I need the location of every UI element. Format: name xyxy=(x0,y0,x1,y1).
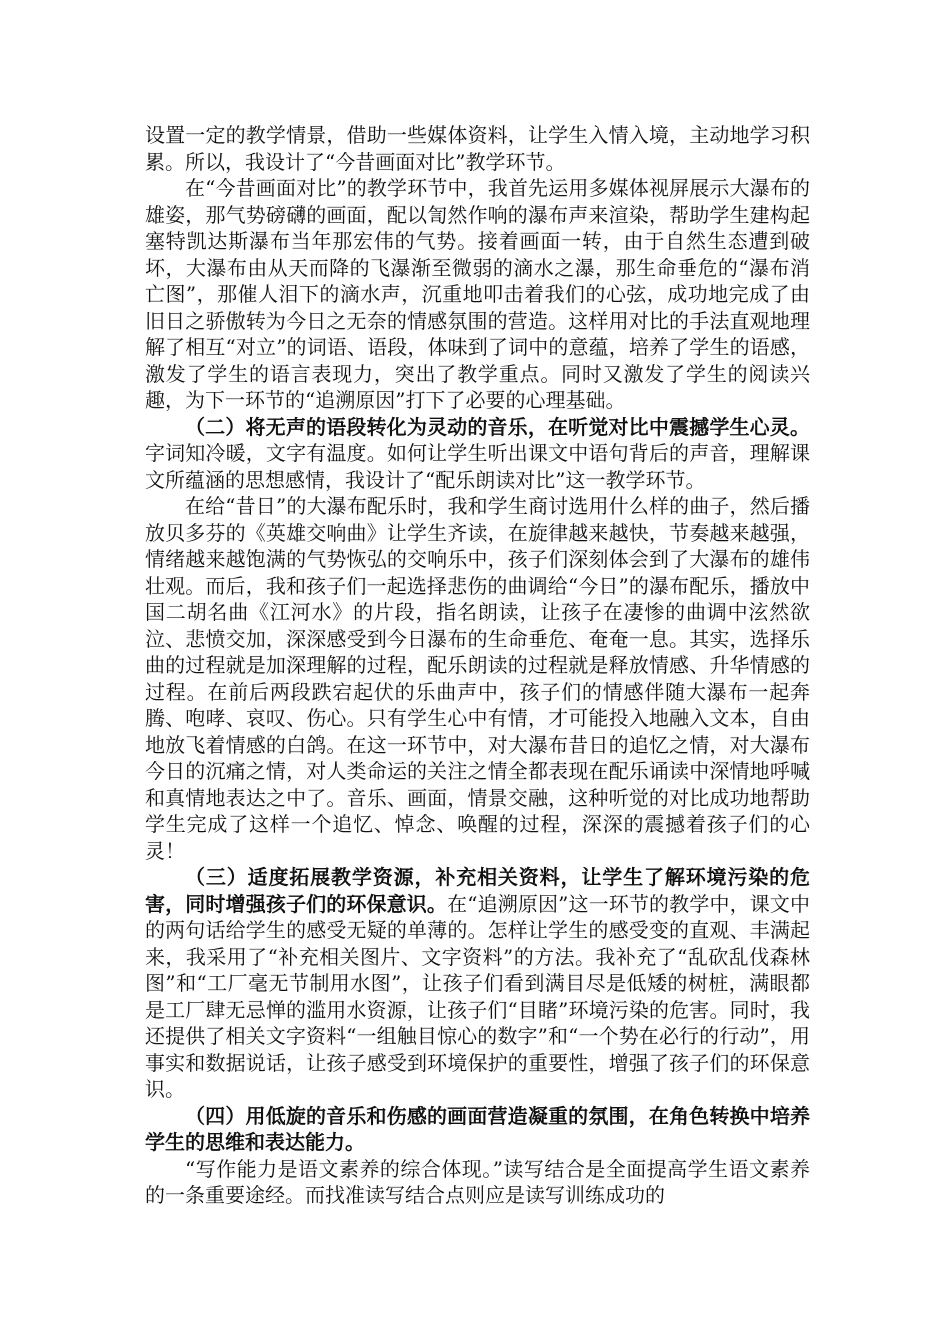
paragraph-text: 字词知冷暖，文字有温度。如何让学生听出课文中语句背后的声音，理解课文所蕴涵的思想感情，我设计了“配乐朗读对比”这一教学环节。 xyxy=(145,441,810,492)
paragraph-section-4 xyxy=(145,1103,810,1156)
section-heading: （四）用低旋的音乐和伤感的画面营造凝重的氛围，在角色转换中培养学生的思维和表达能力。 xyxy=(145,1103,810,1154)
paragraph-section-2 xyxy=(145,414,810,494)
paragraph-text: 在“今昔画面对比”的教学环节中，我首先运用多媒体视屏展示大瀑布的雄姿，那气势磅礴的画面，配以訇然作响的瀑布声来渲染，帮助学生建构起塞特凯达斯瀑布当年那宏伟的气势。接着画面一转，由于自然生态遭到破坏，大瀑布由从天而降的飞瀑渐至微弱的滴水之瀑，那生命垂危的“瀑布消亡图”，那催人泪下的滴水声，沉重地叩击着我们的心弦，成功地完成了由旧日之骄傲转为今日之无奈的情感氛围的营造。这样用对比的手法直观地理解了相互“对立”的词语、语段，体味到了词中的意蕴，培养了学生的语感，激发了学生的语言表现力，突出了教学重点。同时又激发了学生的阅读兴趣，为下一环节的“追溯原因”打下了必要的心理基础。 xyxy=(145,176,810,412)
paragraph-music-reading xyxy=(145,493,810,864)
paragraph-text: 设置一定的教学情景，借助一些媒体资料，让学生入情入境，主动地学习积累。所以，我设计了“今昔画面对比”教学环节。 xyxy=(145,123,810,174)
section-heading: （二）将无声的语段转化为灵动的音乐，在听觉对比中震撼学生心灵。 xyxy=(185,414,810,439)
paragraph-continuation xyxy=(145,122,810,175)
document-body xyxy=(145,122,810,1209)
paragraph-text: 在“追溯原因”这一环节的教学中，课文中的两句话给学生的感受无疑的单薄的。怎样让学生的感受变的直观、丰满起来，我采用了“补充相关图片、文字资料”的方法。我补充了“乱砍乱伐森林图”和“工厂毫无节制用水图”，让孩子们看到满目尽是低矮的树桩，满眼都是工厂肆无忌惮的滥用水资源，让孩子们“目睹”环境污染的危害。同时，我还提供了相关文字资料“一组触目惊心的数字”和“一个势在必行的行动”，用事实和数据说话，让孩子感受到环境保护的重要性，增强了孩子们的环保意识。 xyxy=(145,891,811,1101)
paragraph-writing-ability xyxy=(145,1156,810,1209)
paragraph-multimedia-contrast xyxy=(145,175,810,414)
paragraph-text: 在给“昔日”的大瀑布配乐时，我和学生商讨选用什么样的曲子，然后播放贝多芬的《英雄交响曲》让学生齐读，在旋律越来越快，节奏越来越强，情绪越来越饱满的气势恢弘的交响乐中，孩子们深刻体会到了大瀑布的雄伟壮观。而后，我和孩子们一起选择悲伤的曲调给“今日”的瀑布配乐，播放中国二胡名曲《江河水》的片段，指名朗读，让孩子在凄惨的曲调中泫然欲泣、悲愤交加，深深感受到今日瀑布的生命垂危、奄奄一息。其实，选择乐曲的过程就是加深理解的过程，配乐朗读的过程就是释放情感、升华情感的过程。在前后两段跌宕起伏的乐曲声中，孩子们的情感伴随大瀑布一起奔腾、咆哮、哀叹、伤心。只有学生心中有情，才可能投入地融入文本，自由地放飞着情感的白鸽。在这一环节中，对大瀑布昔日的追忆之情，对大瀑布今日的沉痛之情，对人类命运的关注之情全都表现在配乐诵读中深情地呼喊和真情地表达之中了。音乐、画面，情景交融，这种听觉的对比成功地帮助学生完成了这样一个追忆、悼念、唤醒的过程，深深的震撼着孩子们的心灵！ xyxy=(145,494,810,863)
paragraph-text: “写作能力是语文素养的综合体现。”读写结合是全面提高学生语文素养的一条重要途经。而找准读写结合点则应是读写训练成功的 xyxy=(145,1156,810,1207)
paragraph-section-3 xyxy=(145,864,810,1103)
section-heading: （三）适度拓展教学资源，补充相关资料，让学生了解环境污染的危害，同时增强孩子们的环保意识。 xyxy=(145,865,810,916)
